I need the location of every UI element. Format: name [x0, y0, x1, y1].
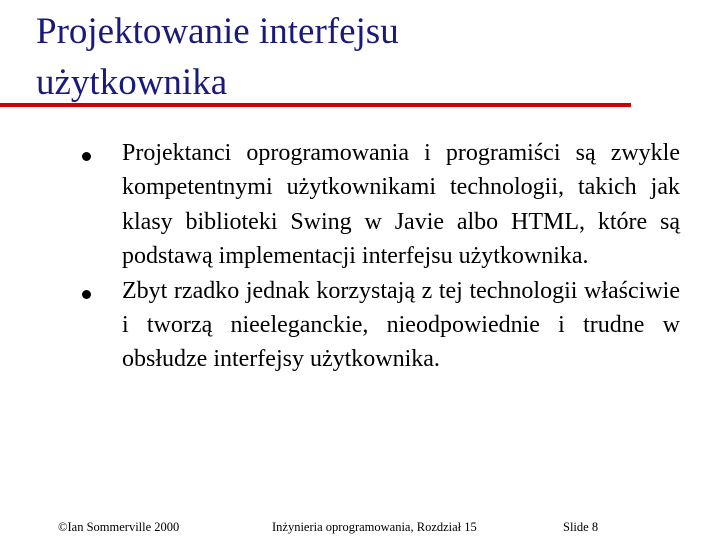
slide-title-line-1: Projektowanie interfejsu — [36, 11, 399, 52]
bullet-text-1: Projektanci oprogramowania i programiści są zwykle kompetentnymi użytkownikami technologii, takich jak klasy biblioteki Swing w Javie albo HTML, które są podstawą implementacji interfejsu użytkownika. — [122, 140, 680, 270]
bullet-dot-icon — [82, 290, 91, 299]
footer-copyright: ©Ian Sommerville 2000 — [58, 520, 180, 534]
title-underline — [0, 103, 631, 107]
slide-title — [36, 6, 676, 108]
slide-title-line-2: użytkownika — [36, 62, 228, 103]
footer-slide-number: Slide 8 — [563, 520, 599, 534]
bullet-item-2 — [0, 274, 720, 377]
bullet-item-1 — [0, 136, 720, 274]
bullet-list — [0, 136, 720, 377]
footer-book-title: Inżynieria oprogramowania, Rozdział 15 — [272, 520, 477, 534]
bullet-dot-icon — [82, 152, 91, 161]
bullet-text-2: Zbyt rzadko jednak korzystają z tej technologii właściwie i tworzą nieeleganckie, nieodpowiednie i trudne w obsłudze interfejsy użytkownika. — [122, 277, 680, 373]
